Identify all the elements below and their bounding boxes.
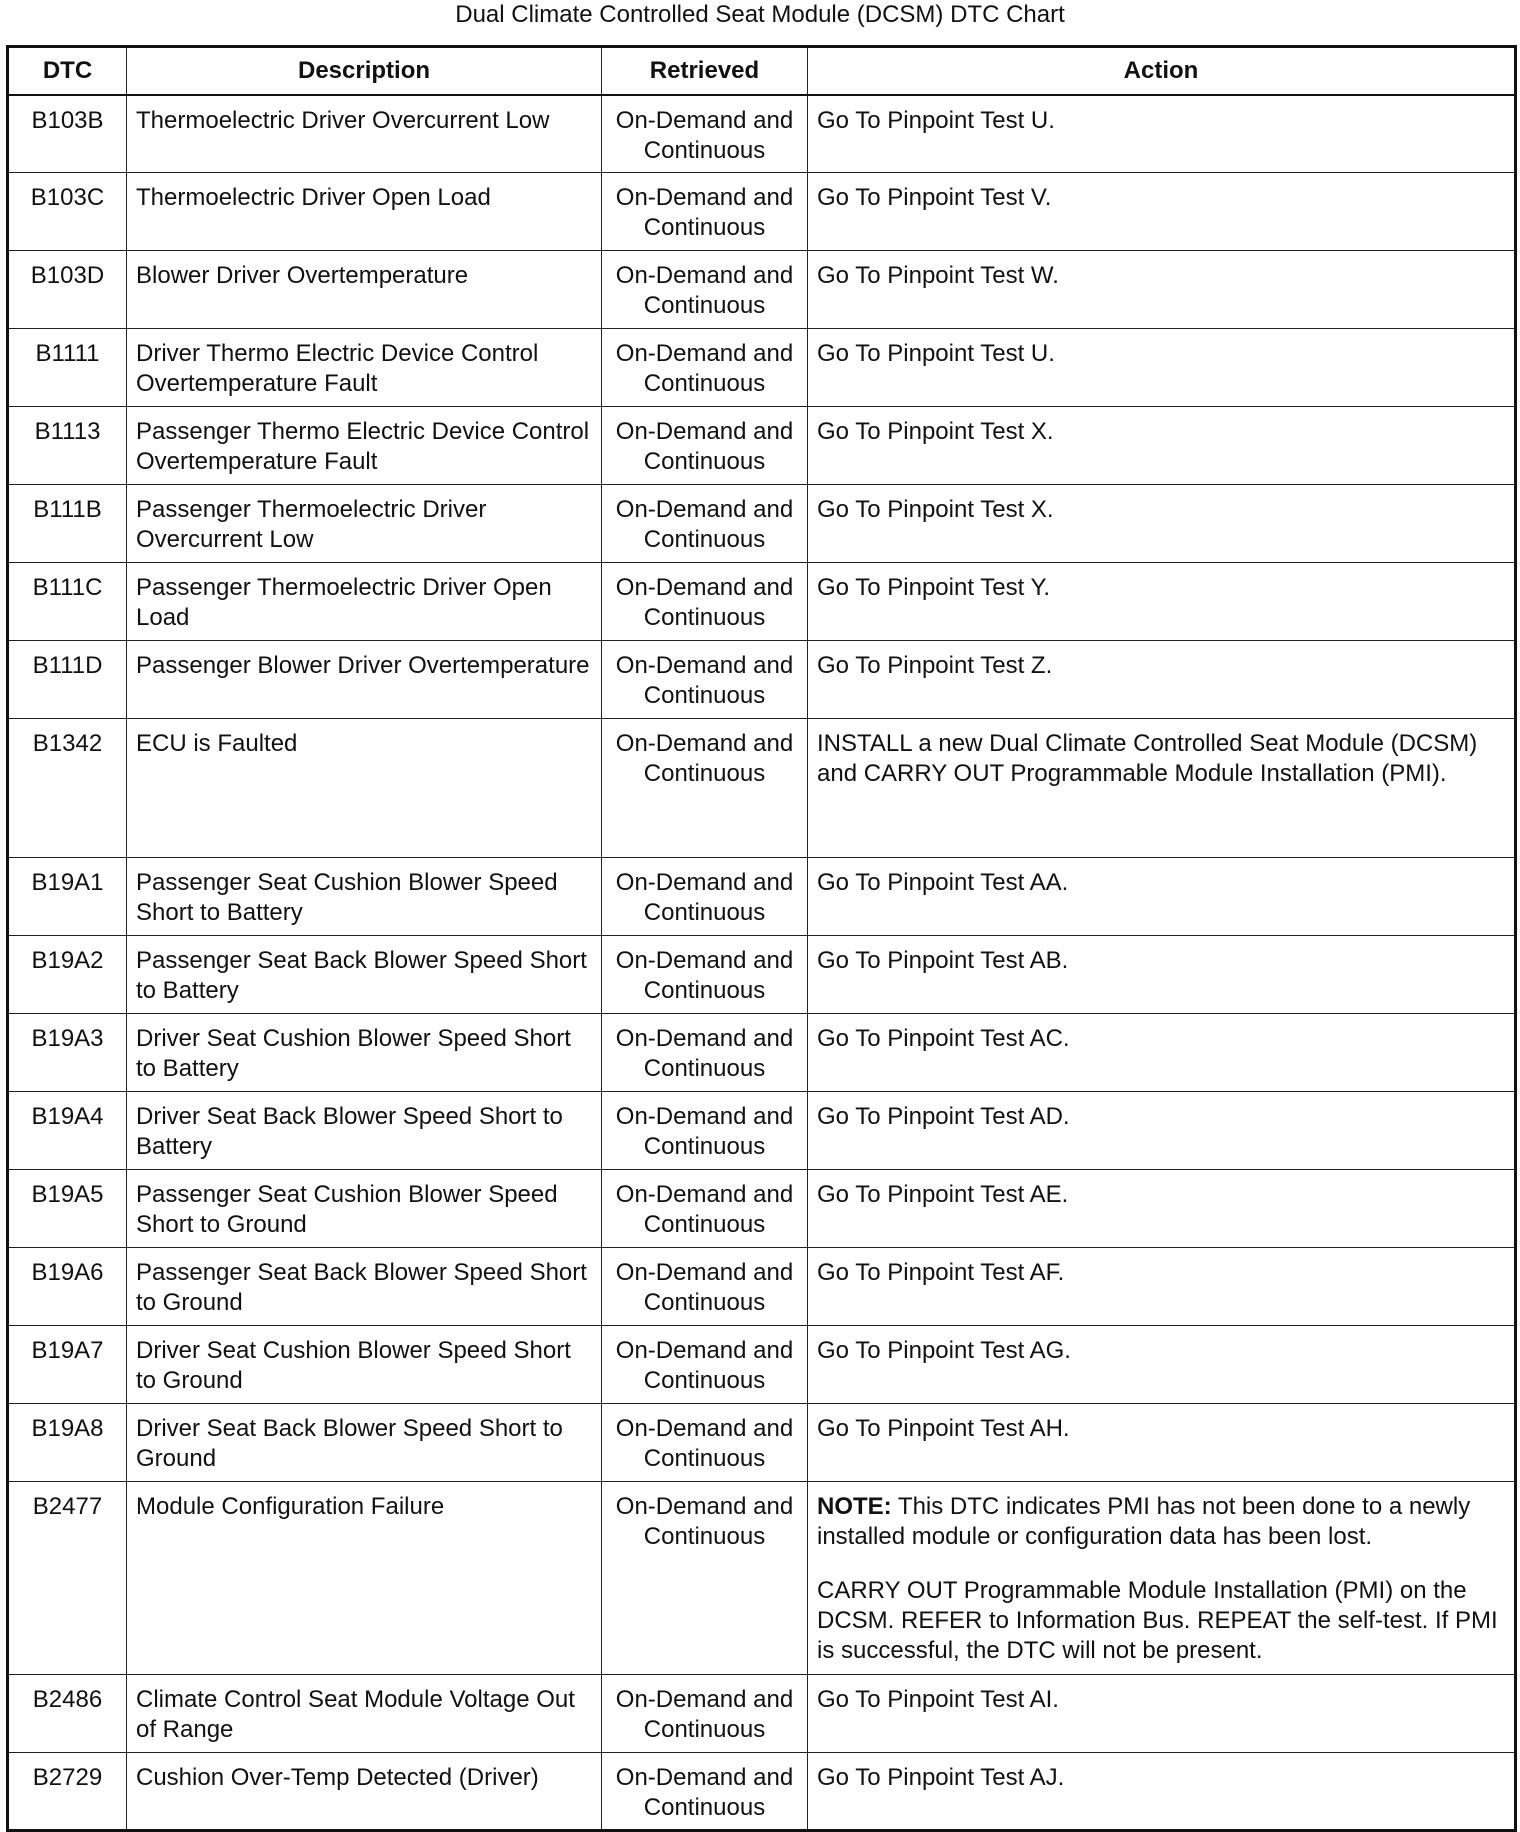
dtc-code: B19A7 (8, 1326, 127, 1404)
table-row (8, 251, 1516, 329)
page-title: Dual Climate Controlled Seat Module (DCSM) DTC Chart (455, 1, 1065, 28)
dtc-code: B19A2 (8, 936, 127, 1014)
table-row (8, 1675, 1516, 1753)
table-row (8, 329, 1516, 407)
table-row (8, 95, 1516, 173)
dtc-code: B2477 (8, 1482, 127, 1675)
dtc-description: Passenger Seat Cushion Blower Speed Short to Battery (127, 858, 602, 936)
dtc-retrieved: On-Demand and Continuous (602, 251, 808, 329)
table-row (8, 719, 1516, 858)
table-row (8, 1482, 1516, 1675)
dtc-action: Go To Pinpoint Test Z. (808, 641, 1516, 719)
table-row (8, 485, 1516, 563)
note-text: This DTC indicates PMI has not been done to a newly installed module or configuration data has been lost. (817, 1493, 1471, 1550)
dtc-retrieved: On-Demand and Continuous (602, 1170, 808, 1248)
table-row (8, 173, 1516, 251)
dtc-action: Go To Pinpoint Test AE. (808, 1170, 1516, 1248)
dtc-code: B19A6 (8, 1248, 127, 1326)
dtc-description: Thermoelectric Driver Open Load (127, 173, 602, 251)
action-note (817, 1492, 1505, 1552)
column-header-retrieved: Retrieved (602, 47, 808, 95)
dtc-action: Go To Pinpoint Test X. (808, 485, 1516, 563)
dtc-action: Go To Pinpoint Test AH. (808, 1404, 1516, 1482)
table-row (8, 407, 1516, 485)
dtc-retrieved: On-Demand and Continuous (602, 1675, 808, 1753)
dtc-code: B103B (8, 95, 127, 173)
dtc-description: ECU is Faulted (127, 719, 602, 858)
dtc-action: INSTALL a new Dual Climate Controlled Seat Module (DCSM) and CARRY OUT Programmable Module Installation (PMI). (808, 719, 1516, 858)
dtc-code: B111B (8, 485, 127, 563)
dtc-action: Go To Pinpoint Test AC. (808, 1014, 1516, 1092)
dtc-action: Go To Pinpoint Test X. (808, 407, 1516, 485)
dtc-description: Driver Thermo Electric Device Control Overtemperature Fault (127, 329, 602, 407)
dtc-code: B19A5 (8, 1170, 127, 1248)
dtc-action: Go To Pinpoint Test AF. (808, 1248, 1516, 1326)
dtc-description: Passenger Thermoelectric Driver Open Load (127, 563, 602, 641)
dtc-retrieved: On-Demand and Continuous (602, 1482, 808, 1675)
dtc-code: B19A3 (8, 1014, 127, 1092)
table-row (8, 936, 1516, 1014)
dtc-description: Driver Seat Back Blower Speed Short to Ground (127, 1404, 602, 1482)
table-row (8, 1248, 1516, 1326)
table-row (8, 1753, 1516, 1831)
dtc-code: B1113 (8, 407, 127, 485)
dtc-description: Passenger Seat Back Blower Speed Short to Battery (127, 936, 602, 1014)
dtc-description: Driver Seat Cushion Blower Speed Short to Battery (127, 1014, 602, 1092)
dtc-description: Climate Control Seat Module Voltage Out of Range (127, 1675, 602, 1753)
dtc-action (808, 1482, 1516, 1675)
table-row (8, 1170, 1516, 1248)
dtc-table (6, 45, 1517, 1832)
table-header-row (8, 47, 1516, 95)
dtc-action: Go To Pinpoint Test AD. (808, 1092, 1516, 1170)
dtc-retrieved: On-Demand and Continuous (602, 1248, 808, 1326)
dtc-code: B19A4 (8, 1092, 127, 1170)
dtc-action: Go To Pinpoint Test AB. (808, 936, 1516, 1014)
dtc-action: Go To Pinpoint Test AA. (808, 858, 1516, 936)
dtc-retrieved: On-Demand and Continuous (602, 329, 808, 407)
dtc-retrieved: On-Demand and Continuous (602, 95, 808, 173)
dtc-action: Go To Pinpoint Test U. (808, 95, 1516, 173)
dtc-action: Go To Pinpoint Test U. (808, 329, 1516, 407)
dtc-description: Passenger Blower Driver Overtemperature (127, 641, 602, 719)
dtc-code: B111D (8, 641, 127, 719)
dtc-description: Driver Seat Cushion Blower Speed Short to Ground (127, 1326, 602, 1404)
column-header-dtc: DTC (8, 47, 127, 95)
dtc-description: Passenger Seat Back Blower Speed Short to Ground (127, 1248, 602, 1326)
dtc-code: B2729 (8, 1753, 127, 1831)
dtc-retrieved: On-Demand and Continuous (602, 641, 808, 719)
dtc-retrieved: On-Demand and Continuous (602, 1753, 808, 1831)
action-instructions: CARRY OUT Programmable Module Installation (PMI) on the DCSM. REFER to Information Bus. REPEAT the self-test. If PMI is successful, the DTC will not be present. (817, 1577, 1498, 1664)
dtc-description: Thermoelectric Driver Overcurrent Low (127, 95, 602, 173)
dtc-description: Passenger Thermo Electric Device Control Overtemperature Fault (127, 407, 602, 485)
table-row (8, 563, 1516, 641)
dtc-action: Go To Pinpoint Test AG. (808, 1326, 1516, 1404)
dtc-description: Module Configuration Failure (127, 1482, 602, 1675)
table-row (8, 1404, 1516, 1482)
dtc-action: Go To Pinpoint Test W. (808, 251, 1516, 329)
dtc-retrieved: On-Demand and Continuous (602, 173, 808, 251)
dtc-code: B103D (8, 251, 127, 329)
dtc-description: Blower Driver Overtemperature (127, 251, 602, 329)
dtc-description: Passenger Seat Cushion Blower Speed Short to Ground (127, 1170, 602, 1248)
dtc-code: B19A1 (8, 858, 127, 936)
table-row (8, 1326, 1516, 1404)
dtc-retrieved: On-Demand and Continuous (602, 936, 808, 1014)
dtc-code: B1111 (8, 329, 127, 407)
dtc-action: Go To Pinpoint Test AJ. (808, 1753, 1516, 1831)
dtc-description: Passenger Thermoelectric Driver Overcurrent Low (127, 485, 602, 563)
column-header-action: Action (808, 47, 1516, 95)
dtc-code: B2486 (8, 1675, 127, 1753)
dtc-retrieved: On-Demand and Continuous (602, 1404, 808, 1482)
dtc-retrieved: On-Demand and Continuous (602, 858, 808, 936)
dtc-code: B19A8 (8, 1404, 127, 1482)
dtc-retrieved: On-Demand and Continuous (602, 1014, 808, 1092)
dtc-action: Go To Pinpoint Test V. (808, 173, 1516, 251)
table-row (8, 641, 1516, 719)
dtc-retrieved: On-Demand and Continuous (602, 1092, 808, 1170)
dtc-description: Cushion Over-Temp Detected (Driver) (127, 1753, 602, 1831)
dtc-action: Go To Pinpoint Test Y. (808, 563, 1516, 641)
column-header-description: Description (127, 47, 602, 95)
table-row (8, 858, 1516, 936)
dtc-retrieved: On-Demand and Continuous (602, 563, 808, 641)
dtc-retrieved: On-Demand and Continuous (602, 1326, 808, 1404)
dtc-retrieved: On-Demand and Continuous (602, 485, 808, 563)
dtc-retrieved: On-Demand and Continuous (602, 407, 808, 485)
dtc-description: Driver Seat Back Blower Speed Short to Battery (127, 1092, 602, 1170)
dtc-code: B1342 (8, 719, 127, 858)
table-row (8, 1092, 1516, 1170)
dtc-code: B103C (8, 173, 127, 251)
dtc-action: Go To Pinpoint Test AI. (808, 1675, 1516, 1753)
note-label: NOTE: (817, 1493, 892, 1520)
table-row (8, 1014, 1516, 1092)
dtc-code: B111C (8, 563, 127, 641)
dtc-retrieved: On-Demand and Continuous (602, 719, 808, 858)
